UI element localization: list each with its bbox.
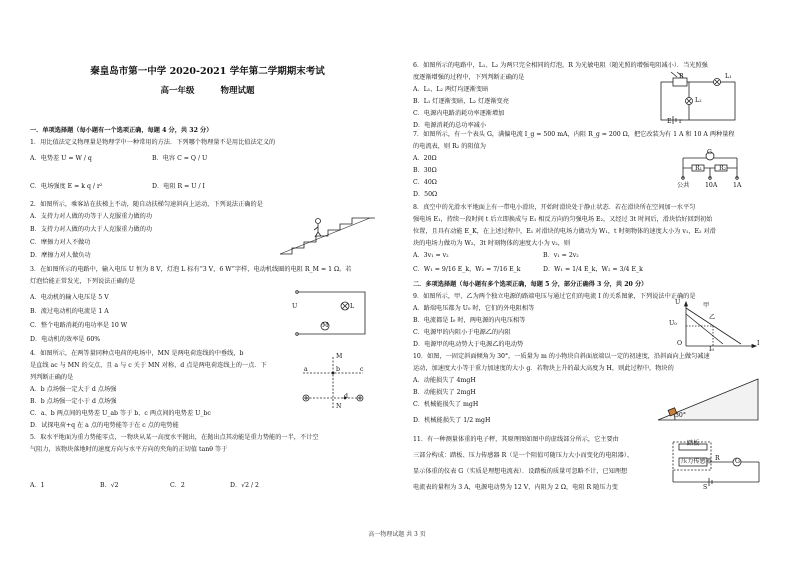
q6-stem-line2: 度逐渐增强的过程中，下列判断正确的是 — [413, 74, 525, 81]
q1-option-c: C．电场强度 E = k q / r² — [30, 183, 103, 190]
q4-label-d: d — [344, 393, 348, 400]
q10-incline-figure — [653, 375, 763, 425]
q7-label-r2: R₂ — [719, 165, 727, 172]
q4-charges-figure — [298, 355, 368, 410]
q1-option-d: D．电阻 R = U / I — [152, 183, 205, 190]
q5-option-d: D．√2 / 2 — [230, 482, 259, 489]
q8-stem-line3: 位置，且具有动能 E_K，在上述过程中，E₁ 对滑块的电场力做功为 W₁，t 时刻物体的速度大小为 v₁，E₂ 对滑 — [413, 228, 716, 235]
q1-stem: 1．用比值法定义物理量是物理学中一种常用的方法．下列哪个物理量不是用比值法定义的 — [30, 139, 276, 146]
q3-stem-line2: 灯泡恰能正常发光，下列说法正确的是 — [30, 278, 136, 285]
page-footer: 高一物理试题 共 3 页 — [368, 531, 426, 538]
q11-stem-line4: 电流表的量程为 3 A，电源电动势为 12 V，内阻为 2 Ω，电阻 R 随压力变 — [413, 484, 618, 491]
q9-option-b: B．电流都是 I₀ 时，两电源的内电压相等 — [413, 317, 526, 324]
q11-label-sensor: 压力传感器 — [681, 458, 712, 465]
q9-option-d: D．电源甲的电动势大于电源乙的电动势 — [413, 341, 524, 348]
q10-label-angle: 30° — [675, 412, 686, 419]
q4-label-a: a — [304, 366, 308, 373]
q6-label-l2: L₂ — [695, 97, 702, 104]
q4-label-b: b — [336, 366, 340, 373]
q2-option-a: A．支持力对人做的功等于人克服重力做的功 — [30, 213, 153, 220]
q11-stem-line1: 11．有一种测量体重的电子秤，其原理图如图中的虚线部分所示，它主要由 — [413, 436, 619, 443]
q3-option-c: C．整个电路消耗的电功率是 10 W — [30, 322, 128, 329]
q4-option-b: B．b 点场强一定小于 d 点场强 — [30, 398, 117, 405]
q9-label-yi: 乙 — [709, 314, 716, 321]
section2-heading: 二．多项选择题（每小题有多个选项正确，每题 5 分，部分正确得 3 分，共 20 分） — [413, 281, 648, 288]
q11-label-g: G — [735, 458, 740, 465]
q6-stem-line1: 6．如图所示的电路中，L₁、L₂ 为两只完全相同的灯泡，R 为光敏电阻（随光照的增强电阻减小）．当光照强 — [413, 62, 708, 69]
q6-label-l1: L₁ — [725, 73, 732, 80]
q9-label-u: U — [675, 299, 681, 306]
q5-option-a: A．1 — [30, 482, 45, 489]
q5-option-b: B．√2 — [100, 482, 119, 489]
q5-option-c: C．2 — [170, 482, 185, 489]
q11-label-r: R — [715, 455, 720, 462]
q3-circuit-figure — [295, 290, 370, 340]
q4-option-d: D．试探电荷+q 在 a 点的电势能等于在 c 点的电势能 — [30, 422, 179, 429]
q7-stem-line1: 7．如图所示，有一个表头 G，满偏电流 I_g = 500 mA，内阻 R_g = 200 Ω，把它改装为有 1 A 和 10 A 两种量程 — [413, 131, 735, 138]
q7-option-a: A．20Ω — [413, 155, 437, 162]
q7-stem-line2: 的电流表，则 R₂ 的阻值为 — [413, 143, 486, 150]
q4-stem-line1: 4．如图所示，在两等量同种点电荷的电场中，MN 是两电荷连线的中垂线，b — [30, 350, 244, 357]
q8-stem-line4: 块的电场力做功为 W₂，3t 时刻物体的速度大小为 v₂，则 — [413, 240, 571, 247]
q6-label-r: R — [679, 73, 684, 80]
q11-stem-line2: 三部分构成：踏板、压力传感器 R（是一个阻值可随压力大小而变化的电阻器）、 — [413, 452, 634, 459]
subject-label: 物理试题 — [220, 86, 255, 96]
q9-label-jia: 甲 — [703, 302, 710, 309]
q2-option-b: B．支持力对人做的功大于人克服重力做的功 — [30, 226, 153, 233]
q1-option-b: B．电容 C = Q / U — [152, 155, 208, 162]
q7-option-d: D．50Ω — [413, 191, 438, 198]
q8-option-c: C．W₁ = 9/16 E_k，W₂ = 7/16 E_k — [413, 266, 521, 273]
q4-label-n: N — [336, 403, 342, 410]
q9-stem: 9．如图所示，甲、乙为两个独立电源的路端电压与通过它们的电流 I 的关系图象，下列说法中正确的是 — [413, 293, 696, 300]
q11-label-pedal: 踏板 — [687, 440, 700, 447]
q8-option-a: A．3v₁ = v₂ — [413, 252, 449, 259]
q3-option-d: D．电动机的效率是 60% — [30, 336, 101, 343]
q9-label-i: I — [757, 340, 760, 347]
q6-option-d: D．电源消耗的总功率减小 — [413, 122, 487, 129]
q10-stem-line2: 运动，加速度大小等于重力加速度的大小 g．若物块上升的最大高度为 H，则此过程中，物块的 — [413, 365, 674, 372]
q10-stem-line1: 10．如图，一固定斜面倾角为 30°，一质量为 m 的小物块自斜面底端以一定的初速度，沿斜面向上做匀减速 — [413, 353, 710, 360]
q4-label-c: c — [360, 366, 364, 373]
q8-stem-line2: 强电场 E₁，持续一段时间 t 后立即换成与 E₁ 相反方向的匀强电场 E₂，又经过 3t 时间后，滑块恰好回到初始 — [413, 216, 713, 223]
escalator-figure — [280, 216, 380, 256]
q10-option-b: B．动能损失了 2mgH — [413, 389, 476, 396]
q8-option-d: D．W₁ = 1/4 E_k，W₂ = 3/4 E_k — [543, 266, 643, 273]
q5-stem-line1: 5．取水平地面为重力势能零点，一物块从某一高度水平抛出，在抛出点其动能是重力势能的一半，不计空 — [30, 434, 319, 441]
exam-subtitle — [30, 86, 385, 97]
q8-option-b: B．v₁ = 2v₂ — [543, 252, 579, 259]
q6-option-a: A．L₁、L₂ 两灯均逐渐变暗 — [413, 86, 489, 93]
q9-option-a: A．路端电压都为 U₀ 时，它们的外电阻相等 — [413, 305, 535, 312]
exam-title: 秦皇岛市第一中学 2020-2021 学年第二学期期末考试 — [90, 66, 325, 77]
q7-option-c: C．40Ω — [413, 179, 437, 186]
q9-option-c: C．电源甲的内阻小于电源乙的内阻 — [413, 329, 511, 336]
q11-stem-line3: 显示体重的仪表 G（实质是理想电流表）．设踏板的质量可忽略不计，已知理想 — [413, 468, 628, 475]
q3-label-u: U — [292, 303, 298, 310]
q3-option-b: B．流过电动机的电流是 1 A — [30, 308, 109, 315]
q6-option-c: C．电源内电路消耗功率逐渐增加 — [413, 110, 505, 117]
q7-label-g: G — [707, 149, 712, 156]
q4-stem-line2: 是直线 ac 与 MN 的交点，且 a 与 c 关于 MN 对称，d 点是两电荷连线上的一点．下 — [30, 362, 267, 369]
q6-option-b: B．L₁ 灯逐渐变暗，L₂ 灯逐渐变亮 — [413, 98, 509, 105]
q9-label-u0: U₀ — [669, 320, 677, 327]
q9-ui-graph — [681, 300, 761, 350]
q3-stem-line1: 3．在如图所示的电路中，输入电压 U 恒为 8 V，灯泡 L 标有“3 V，6 W”字样，电动机线圈的电阻 R_M = 1 Ω。若 — [30, 266, 352, 273]
q10-option-c: C．机械能损失了 mgH — [413, 401, 479, 408]
grade-label: 高一年级 — [160, 86, 195, 96]
q7-label-common: 公共 — [677, 182, 690, 189]
q3-option-a: A．电动机的输入电压是 5 V — [30, 294, 109, 301]
q9-label-o: O — [677, 340, 683, 347]
q11-label-s: S — [703, 484, 708, 491]
q7-label-1a: 1A — [733, 182, 742, 189]
q10-option-a: A．动能损失了 4mgH — [413, 377, 476, 384]
q3-label-l: L — [350, 303, 355, 310]
q6-label-e: E — [667, 118, 672, 125]
q9-label-i0: I₀ — [709, 346, 714, 353]
q7-option-b: B．30Ω — [413, 167, 437, 174]
q6-label-r-internal: r — [679, 118, 682, 125]
q2-option-c: C．摩擦力对人不做功 — [30, 239, 91, 246]
q4-option-c: C．a、b 两点间的电势差 U_ab 等于 b、c 两点间的电势差 U_bc — [30, 410, 211, 417]
q1-option-a: A．电势差 U = W / q — [30, 155, 92, 162]
q2-option-d: D．摩擦力对人做负功 — [30, 252, 91, 259]
section1-heading: 一．单项选择题（每小题有一个选项正确，每题 4 分，共 32 分） — [30, 127, 213, 134]
q8-stem-line1: 8．真空中的光滑水平地面上有一带电小滑块，开始时滑块处于静止状态．若在滑块所在空间加一水平匀 — [413, 204, 696, 211]
q4-stem-line3: 列判断正确的是 — [30, 374, 74, 381]
q4-label-m: M — [336, 353, 343, 360]
q3-label-m: M — [322, 322, 329, 329]
q4-option-a: A．b 点场强一定大于 d 点场强 — [30, 386, 117, 393]
q7-label-10a: 10A — [705, 182, 718, 189]
q5-stem-line2: 气阻力，该物块落地时的速度方向与水平方向的夹角的正切值 tanθ 等于 — [30, 446, 228, 453]
q7-label-r1: R₁ — [695, 165, 703, 172]
q2-stem: 2．如图所示，乘客站在扶梯上不动，随自动扶梯匀速斜向上运动，下列说法正确的是 — [30, 201, 263, 208]
q10-option-d: D．机械能损失了 1/2 mgH — [413, 417, 491, 424]
